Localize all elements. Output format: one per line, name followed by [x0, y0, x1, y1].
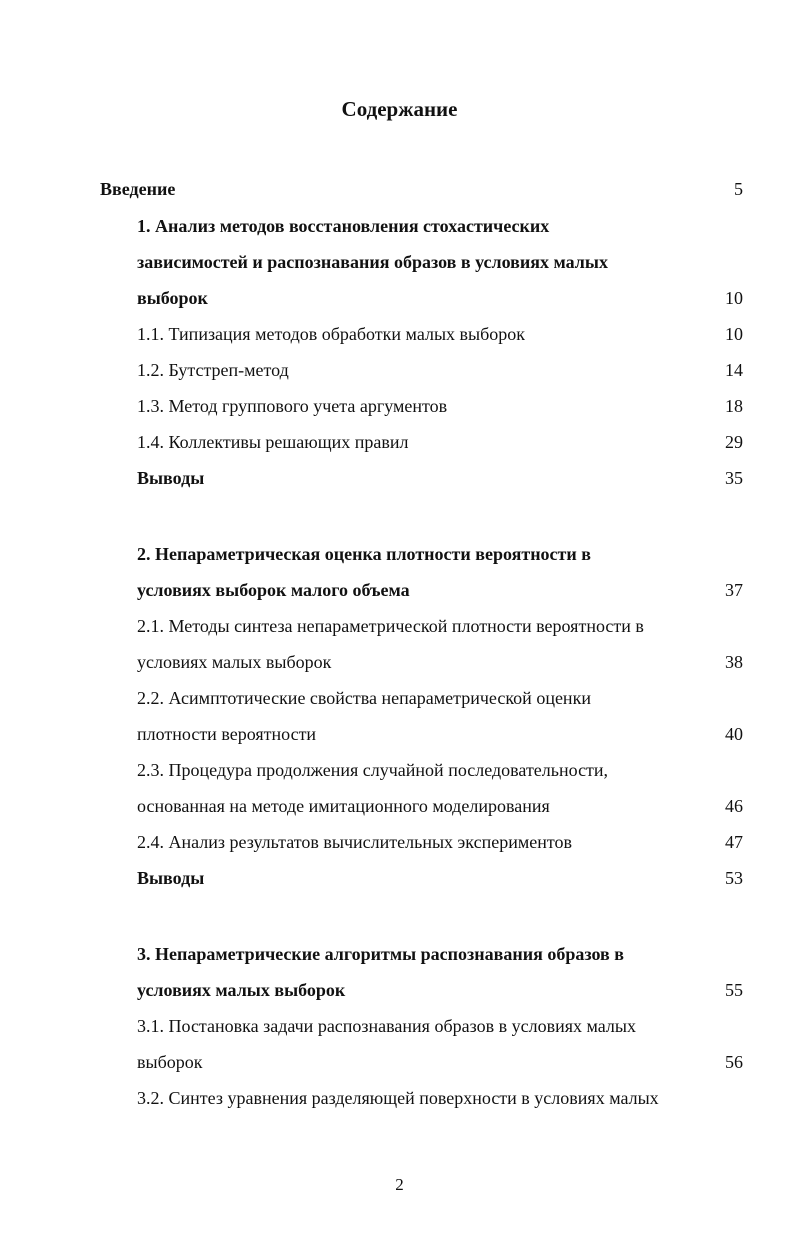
toc-ch3-heading-line1: 3. Непараметрические алгоритмы распознавания образов в — [137, 944, 624, 964]
toc-ch1-heading-line2: зависимостей и распознавания образов в условиях малых — [137, 252, 608, 272]
toc-ch2-heading-line2: условиях выборок малого объема — [137, 580, 410, 600]
toc-entry-1-3: 1.3. Метод группового учета аргументов — [137, 396, 448, 416]
toc-entry-2-4: 2.4. Анализ результатов вычислительных экспериментов — [137, 832, 572, 852]
toc-entry-1-1-page: 10 — [725, 324, 743, 344]
toc-entry-2-1-page: 38 — [725, 652, 743, 672]
toc-title: Содержание — [341, 97, 458, 121]
toc-ch1-heading-line3: выборок — [137, 288, 208, 308]
toc-entry-1-4: 1.4. Коллективы решающих правил — [137, 432, 409, 452]
toc-ch2-conclusions: Выводы — [137, 868, 205, 888]
toc-ch2-page: 37 — [725, 580, 743, 600]
toc-entry-1-1: 1.1. Типизация методов обработки малых выборок — [137, 324, 526, 344]
toc-entry-3-1-line1: 3.1. Постановка задачи распознавания образов в условиях малых — [137, 1016, 636, 1036]
toc-ch1-conclusions-page: 35 — [725, 468, 743, 488]
toc-entry-1-2: 1.2. Бутстреп-метод — [137, 360, 289, 380]
toc-entry-2-3-page: 46 — [725, 796, 743, 816]
toc-ch1-page: 10 — [725, 288, 743, 308]
toc-ch1-heading-line1: 1. Анализ методов восстановления стохастических — [137, 216, 550, 236]
toc-ch3-page: 55 — [725, 980, 743, 1000]
toc-intro-page: 5 — [734, 179, 743, 199]
page-number: 2 — [395, 1175, 404, 1194]
toc-entry-3-1-line2: выборок — [137, 1052, 203, 1072]
toc-entry-3-2-line1: 3.2. Синтез уравнения разделяющей поверхности в условиях малых — [137, 1088, 659, 1108]
toc-ch3-heading-line2: условиях малых выборок — [137, 980, 346, 1000]
toc-intro-label: Введение — [100, 179, 176, 199]
toc-ch2-conclusions-page: 53 — [725, 868, 743, 888]
toc-entry-1-3-page: 18 — [725, 396, 743, 416]
toc-entry-2-1-line2: условиях малых выборок — [137, 652, 332, 672]
toc-entry-2-2-page: 40 — [725, 724, 743, 744]
toc-entry-2-3-line1: 2.3. Процедура продолжения случайной последовательности, — [137, 760, 609, 780]
toc-entry-1-2-page: 14 — [725, 360, 743, 380]
toc-entry-2-1-line1: 2.1. Методы синтеза непараметрической плотности вероятности в — [137, 616, 644, 636]
toc-entry-1-4-page: 29 — [725, 432, 743, 452]
toc-entry-2-3-line2: основанная на методе имитационного моделирования — [137, 796, 550, 816]
toc-entry-3-1-page: 56 — [725, 1052, 743, 1072]
toc-entry-2-2-line2: плотности вероятности — [137, 724, 317, 744]
toc-ch1-conclusions: Выводы — [137, 468, 205, 488]
toc-entry-2-2-line1: 2.2. Асимптотические свойства непараметрической оценки — [137, 688, 591, 708]
toc-entry-2-4-page: 47 — [725, 832, 743, 852]
toc-ch2-heading-line1: 2. Непараметрическая оценка плотности вероятности в — [137, 544, 591, 564]
